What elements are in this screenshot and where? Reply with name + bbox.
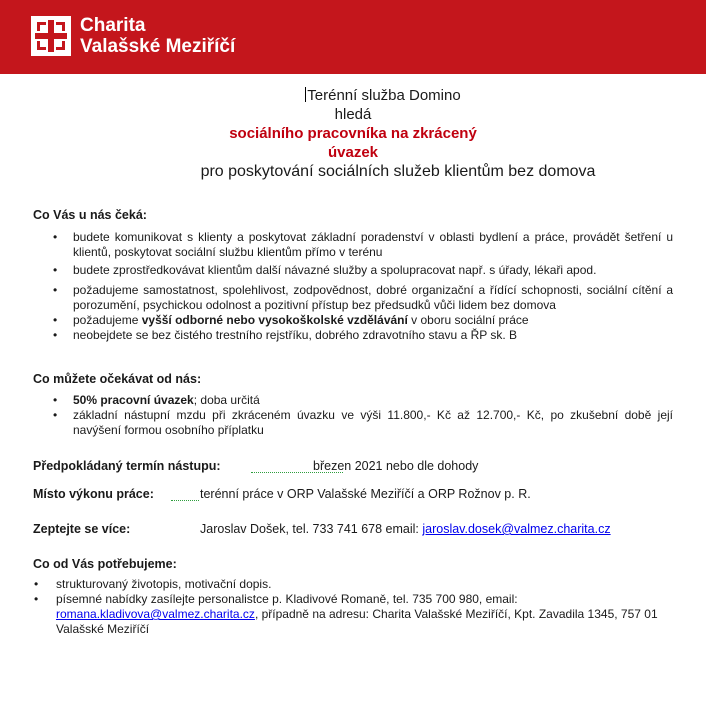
- need-heading: Co od Vás potřebujeme:: [33, 557, 177, 571]
- apply-email-link[interactable]: romana.kladivova@valmez.charita.cz: [56, 607, 255, 621]
- start-row: [33, 459, 479, 473]
- offer-list: [48, 230, 673, 343]
- title-line-1: [0, 86, 706, 105]
- offer-heading: Co Vás u nás čeká:: [33, 208, 147, 222]
- list-item: • strukturovaný životopis, motivační dopis.: [30, 577, 675, 592]
- contact-row: [33, 522, 611, 536]
- edu-requirement: vyšší odborné nebo vysokoškolské vzdělávání: [141, 313, 408, 327]
- grammar-mark: [251, 472, 343, 473]
- contract-term: ; doba určitá: [193, 393, 260, 407]
- place-label: Místo výkonu práce:: [33, 487, 154, 501]
- grammar-mark: [171, 500, 199, 501]
- contact-email-link[interactable]: jaroslav.dosek@valmez.charita.cz: [422, 522, 611, 536]
- list-item-text: neobejdete se bez čistého trestního rejstříku, dobrého zdravotního stavu a ŘP sk. B: [73, 328, 518, 342]
- place-row: [33, 487, 531, 501]
- contact-person: Jaroslav Došek, tel. 733 741 678 email:: [200, 522, 423, 536]
- apply-address: , případně na adresu: Charita Valašské Meziříčí, Kpt. Zavadila 1345, 757 01 Valašské Meziříčí: [56, 607, 658, 636]
- list-item: • požadujeme samostatnost, spolehlivost, zodpovědnost, dobré organizační a řídící schopnosti, sociální cítění a porozumění, psychickou odolnost a pozitivní přístup bez předsudků vůči lidem bez domova: [48, 283, 673, 313]
- brand-line-2: Valašské Meziříčí: [80, 36, 236, 57]
- expect-heading: Co můžete očekávat od nás:: [33, 372, 202, 386]
- title-service: Terénní služba Domino: [307, 87, 461, 104]
- apply-text: písemné nabídky zasílejte personalistce p. Kladivové Romaně, tel. 735 700 980, email:: [56, 592, 518, 606]
- title-target-group: pro poskytování sociálních služeb klientům bez domova: [200, 163, 596, 180]
- place-value: terénní práce v ORP Valašské Meziříčí a ORP Rožnov p. R.: [200, 487, 531, 501]
- edu-prefix: požadujeme: [73, 313, 142, 327]
- start-label: Předpokládaný termín nástupu:: [33, 459, 221, 473]
- brand-name: [80, 15, 235, 57]
- list-item: • budete zprostředkovávat klientům další návazné služby a spolupracovat např. s úřady, lékaři apod.: [48, 263, 673, 278]
- need-list: [30, 577, 675, 637]
- workload: 50% pracovní úvazek: [73, 393, 194, 407]
- header-bar: [0, 0, 706, 74]
- edu-suffix: v oboru sociální práce: [407, 313, 529, 327]
- list-item: [48, 393, 673, 408]
- contact-label: Zeptejte se více:: [33, 522, 131, 536]
- list-item: [48, 313, 673, 328]
- list-item: [48, 328, 673, 343]
- charita-cross-icon: [31, 16, 71, 56]
- title-line-2: hledá: [334, 106, 372, 123]
- title-position: sociálního pracovníka na zkrácený: [229, 125, 477, 142]
- job-title-block: [0, 86, 706, 181]
- list-item: • základní nástupní mzdu při zkráceném úvazku ve výši 11.800,- Kč až 12.700,- Kč, po zkušební době její navýšení formou osobního příplatku: [48, 408, 673, 438]
- title-position-cont: úvazek: [327, 144, 379, 161]
- contact-value: [200, 522, 680, 536]
- start-value: březen 2021 nebo dle dohody: [313, 459, 479, 473]
- expect-list: [48, 393, 673, 438]
- list-item: [30, 592, 675, 637]
- list-item: • budete komunikovat s klienty a poskytovat základní poradenství v oblasti bydlení a práce, provádět šetření u klientů, poskytovat sociální službu klientům přímo v terénu: [48, 230, 673, 260]
- brand-line-1: Charita: [80, 15, 146, 36]
